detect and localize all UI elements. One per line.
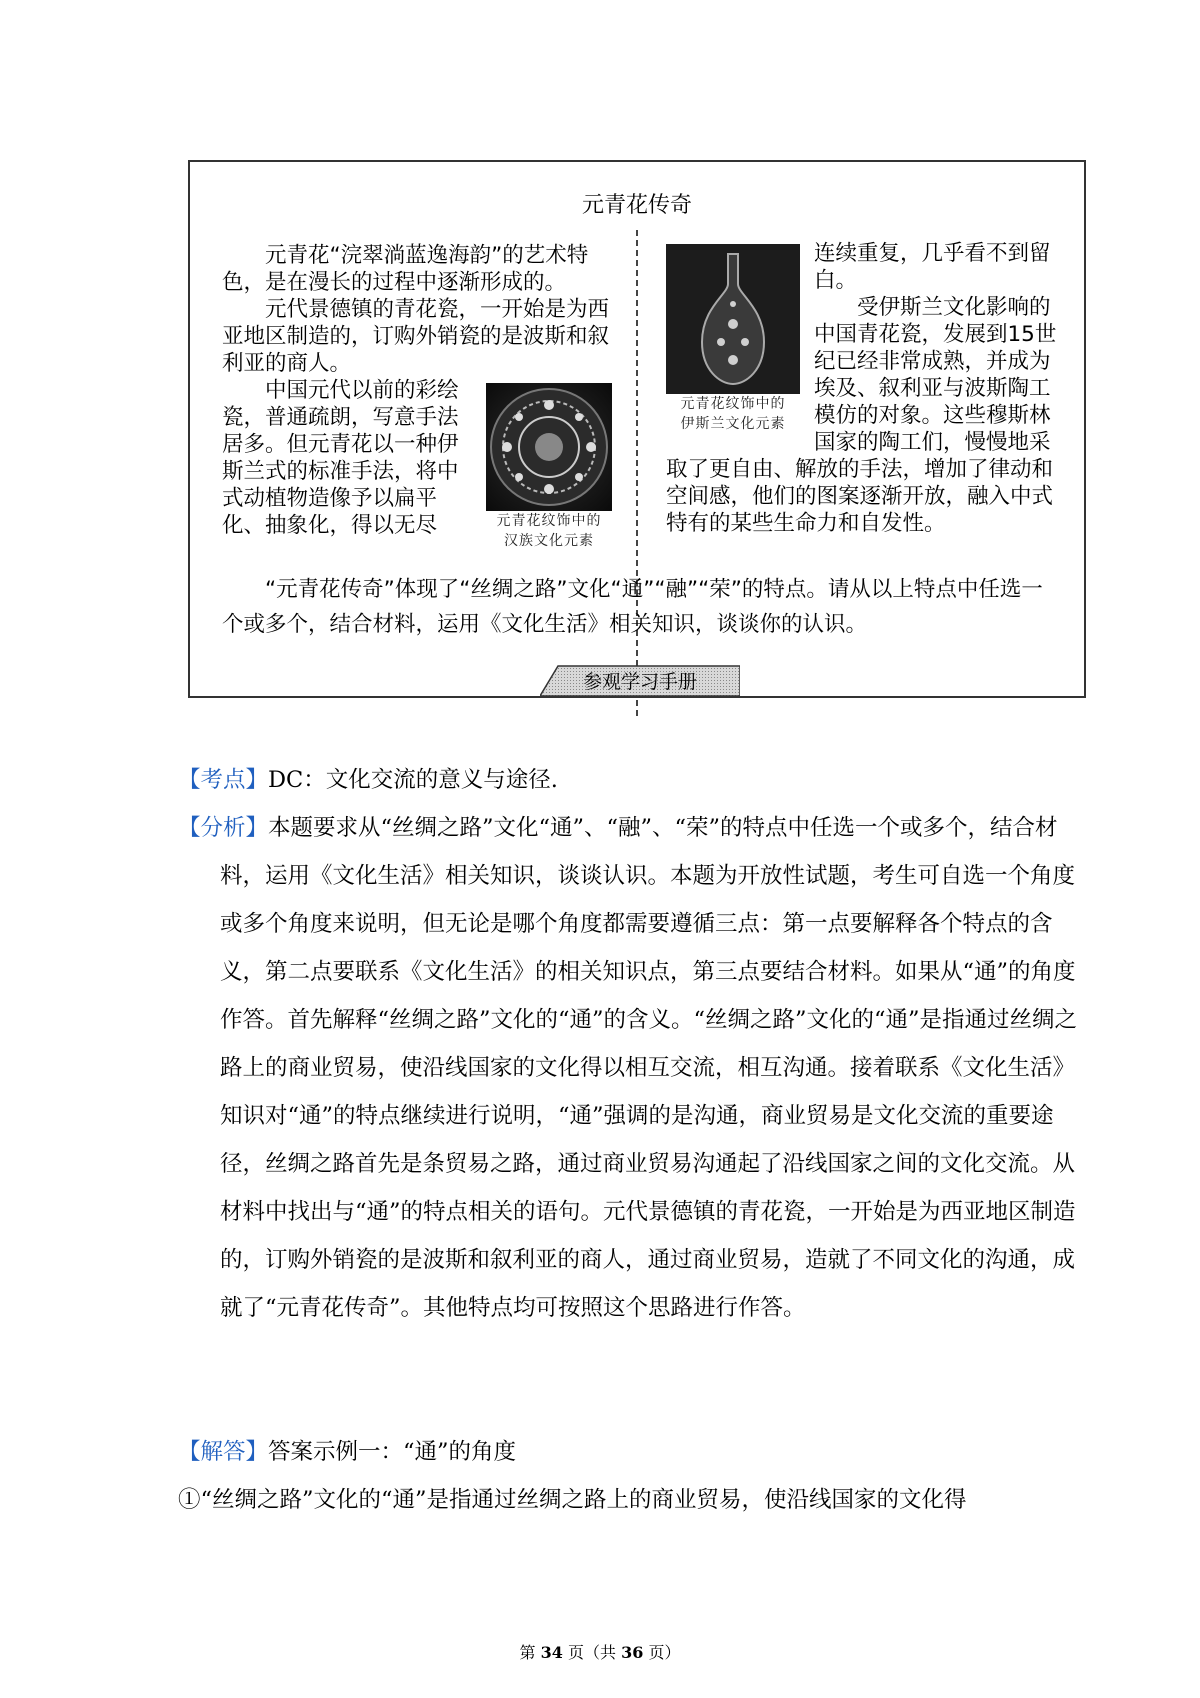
right-paragraph-2: 受伊斯兰文化影响的中国青花瓷，发展到15世纪已经非常成熟，并成为埃及、叙利亚与波斯陶工模仿的对象。这些穆斯林国家的陶工们，慢慢地采取了更自由、解放的手法，增加了律动和空间感，他们的图案逐渐开放，融入中式特有的某些生命力和自发性。 <box>666 295 1057 536</box>
material-left-column <box>222 242 612 555</box>
question-text: “元青花传奇”体现了“丝绸之路”文化“通”“融”“荣”的特点。请从以上特点中任选一个或多个，结合材料，运用《文化生活》相关知识，谈谈你的认识。 <box>222 577 1043 637</box>
left-paragraph-2: 元代景德镇的青花瓷，一开始是为西亚地区制造的，订购外销瓷的是波斯和叙利亚的商人。 <box>222 297 610 376</box>
left-paragraph-3: 中国元代以前的彩绘瓷，普通疏朗，写意手法居多。但元青花以一种伊斯兰式的标准手法，将中式动植物造像予以扁平化、抽象化，得以无尽 <box>222 378 459 538</box>
figure-caption-line-2: 伊斯兰文化元素 <box>680 416 786 432</box>
dashed-divider <box>636 230 638 716</box>
figure-caption-line-2: 汉族文化元素 <box>504 533 594 549</box>
handbook-tab <box>540 662 740 696</box>
footer-suffix: 页） <box>643 1643 681 1662</box>
figure-caption-line-1: 元青花纹饰中的 <box>680 396 786 412</box>
fenxi-section <box>178 804 1078 1332</box>
page-total: 36 <box>621 1643 644 1662</box>
right-paragraph-1: 连续重复，几乎看不到留白。 <box>814 241 1051 293</box>
islamic-element-figure <box>666 244 800 434</box>
fenxi-text: 本题要求从“丝绸之路”文化“通”、“融”、“荣”的特点中任选一个或多个，结合材料，运用《文化生活》相关知识，谈谈认识。本题为开放性试题，考生可自选一个角度或多个角度来说明，但无论是哪个角度都需要遵循三点：第一点要解释各个特点的含义，第二点要联系《文化生活》的相关知识点，第三点要结合材料。如果从“通”的角度作答。首先解释“丝绸之路”文化的“通”的含义。“丝绸之路”文化的“通”是指通过丝绸之路上的商业贸易，使沿线国家的文化得以相互交流，相互沟通。接着联系《文化生活》知识对“通”的特点继续进行说明，“通”强调的是沟通，商业贸易是文化交流的重要途径，丝绸之路首先是条贸易之路，通过商业贸易沟通起了沿线国家之间的文化交流。从材料中找出与“通”的特点相关的语句。元代景德镇的青花瓷，一开始是为西亚地区制造的，订购外销瓷的是波斯和叙利亚的商人，通过商业贸易，造就了不同文化的沟通，成就了“元青花传奇”。其他特点均可按照这个思路进行作答。 <box>220 815 1078 1321</box>
material-right-column <box>666 240 1066 537</box>
porcelain-plate-image <box>486 383 612 511</box>
kaodian-tag: 【考点】 <box>178 767 269 793</box>
kaodian-section <box>178 756 1028 804</box>
footer-prefix: 第 <box>519 1643 541 1662</box>
figure-caption-line-1: 元青花纹饰中的 <box>496 513 602 529</box>
jieda-text: 答案示例一：“通”的角度 <box>268 1439 517 1465</box>
jieda-section <box>178 1428 1028 1476</box>
page-footer <box>0 1640 1200 1663</box>
fenxi-tag: 【分析】 <box>178 815 269 841</box>
handbook-label: 参观学习手册 <box>582 671 697 693</box>
han-element-figure <box>486 383 612 551</box>
left-paragraph-1: 元青花“浣翠淌蓝逸海韵”的艺术特色，是在漫长的过程中逐渐形成的。 <box>222 243 589 295</box>
material-box <box>188 160 1086 698</box>
kaodian-text: DC：文化交流的意义与途径. <box>268 767 558 793</box>
page-number: 34 <box>540 1643 563 1662</box>
answer-line-1: ①“丝绸之路”文化的“通”是指通过丝绸之路上的商业贸易，使沿线国家的文化得 <box>178 1487 967 1513</box>
material-title: 元青花传奇 <box>581 193 692 218</box>
footer-middle: 页（共 <box>562 1643 622 1662</box>
porcelain-vase-image <box>666 244 800 394</box>
jieda-tag: 【解答】 <box>178 1439 269 1465</box>
